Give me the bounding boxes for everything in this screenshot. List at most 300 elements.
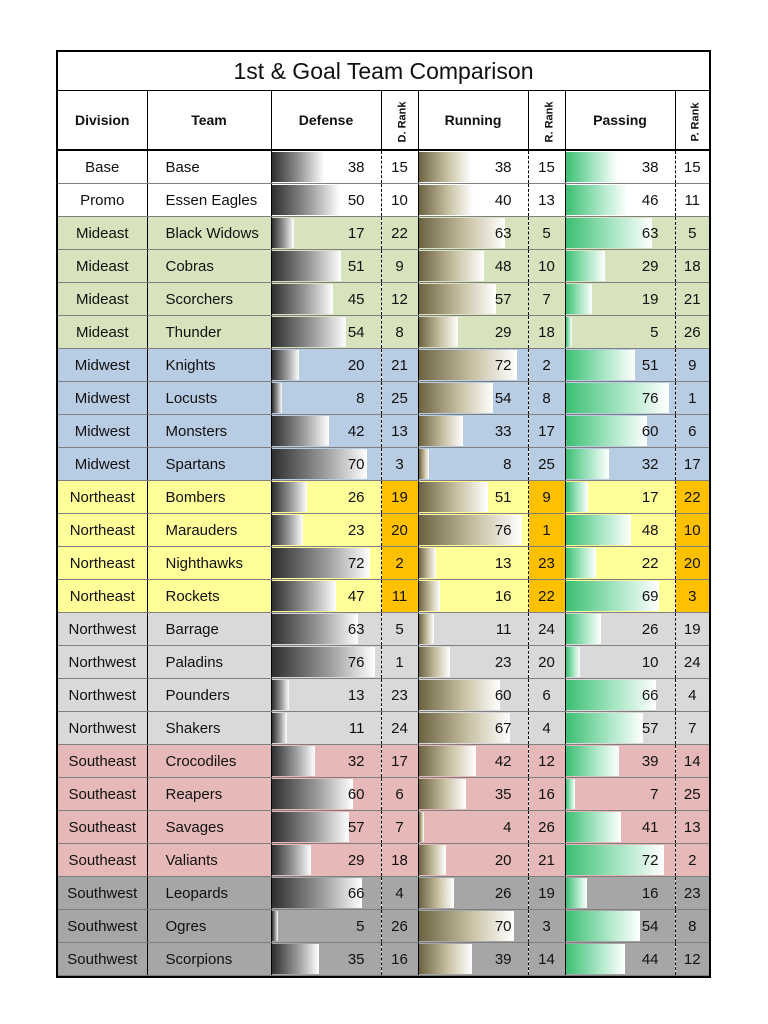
running-value: 67 [494,719,512,737]
defense-cell [271,778,381,811]
running-cell [418,613,528,646]
division-cell: Midwest [58,448,147,481]
division-cell: Northeast [58,514,147,547]
running-rank-cell: 24 [528,613,565,646]
table-row [58,679,709,712]
defense-value: 47 [347,587,365,605]
running-rank-cell: 9 [528,481,565,514]
running-rank-cell: 3 [528,910,565,943]
running-cell [418,184,528,217]
defense-cell [271,811,381,844]
passing-value: 66 [641,686,659,704]
defense-cell [271,250,381,283]
passing-bar [566,482,589,512]
passing-cell [565,547,675,580]
running-value: 16 [494,587,512,605]
running-value: 20 [494,851,512,869]
running-value: 13 [494,554,512,572]
running-value: 38 [494,158,512,176]
running-value: 51 [494,488,512,506]
passing-cell [565,844,675,877]
table-row [58,844,709,877]
header-division: Division [58,91,147,150]
division-cell: Southeast [58,745,147,778]
defense-value: 26 [347,488,365,506]
header-team: Team [147,91,271,150]
passing-value: 38 [641,158,659,176]
passing-bar [566,317,573,347]
running-bar [419,581,441,611]
defense-rank-cell: 20 [381,514,418,547]
team-cell: Reapers [147,778,271,811]
running-bar [419,383,493,413]
table-row [58,250,709,283]
division-cell: Midwest [58,415,147,448]
passing-rank-cell: 23 [675,877,709,910]
table-row [58,184,709,217]
team-cell: Barrage [147,613,271,646]
passing-cell [565,184,675,217]
team-cell: Spartans [147,448,271,481]
table-row [58,613,709,646]
running-value: 57 [494,290,512,308]
running-cell [418,514,528,547]
defense-bar [272,581,336,611]
running-cell [418,646,528,679]
running-value: 29 [494,323,512,341]
passing-bar [566,548,597,578]
running-bar [419,779,467,809]
running-cell [418,712,528,745]
running-bar [419,482,489,512]
division-cell: Midwest [58,382,147,415]
defense-cell [271,184,381,217]
passing-rank-cell: 4 [675,679,709,712]
running-value: 8 [503,455,512,473]
passing-value: 54 [641,917,659,935]
defense-bar [272,779,354,809]
team-cell: Knights [147,349,271,382]
passing-bar [566,185,628,215]
division-cell: Midwest [58,349,147,382]
defense-cell [271,910,381,943]
passing-value: 7 [650,785,659,803]
running-bar [419,878,455,908]
running-bar [419,284,496,314]
passing-cell [565,646,675,679]
defense-cell [271,547,381,580]
header-defense: Defense [271,91,381,150]
passing-bar [566,911,640,941]
defense-bar [272,944,320,974]
running-bar [419,812,424,842]
running-bar [419,317,458,347]
running-rank-cell: 1 [528,514,565,547]
team-cell: Scorchers [147,283,271,316]
table-row [58,481,709,514]
defense-cell [271,679,381,712]
running-bar [419,944,472,974]
table-row [58,580,709,613]
running-rank-cell: 18 [528,316,565,349]
division-cell: Base [58,150,147,184]
defense-cell [271,217,381,250]
defense-rank-cell: 16 [381,943,418,976]
passing-bar [566,812,622,842]
team-cell: Base [147,150,271,184]
passing-cell [565,778,675,811]
passing-value: 10 [641,653,659,671]
running-bar [419,614,434,644]
defense-value: 5 [356,917,365,935]
defense-value: 57 [347,818,365,836]
running-cell [418,580,528,613]
defense-value: 70 [347,455,365,473]
defense-rank-cell: 26 [381,910,418,943]
running-value: 70 [494,917,512,935]
passing-value: 26 [641,620,659,638]
passing-bar [566,614,602,644]
passing-rank-cell: 26 [675,316,709,349]
defense-bar [272,713,287,743]
division-cell: Northwest [58,679,147,712]
header-defense-rank-label: D. Rank [395,101,408,143]
running-rank-cell: 2 [528,349,565,382]
running-value: 40 [494,191,512,209]
table-row [58,415,709,448]
header-running-rank-label: R. Rank [542,101,555,143]
team-cell: Cobras [147,250,271,283]
running-bar [419,746,477,776]
passing-value: 22 [641,554,659,572]
defense-cell [271,283,381,316]
defense-bar [272,152,324,182]
running-bar [419,251,484,281]
defense-cell [271,943,381,976]
passing-value: 48 [641,521,659,539]
passing-value: 57 [641,719,659,737]
table-row [58,745,709,778]
passing-cell [565,250,675,283]
passing-bar [566,350,636,380]
defense-bar [272,251,342,281]
defense-value: 20 [347,356,365,374]
passing-cell [565,150,675,184]
passing-rank-cell: 21 [675,283,709,316]
running-rank-cell: 19 [528,877,565,910]
passing-cell [565,514,675,547]
passing-value: 63 [641,224,659,242]
running-cell [418,745,528,778]
defense-bar [272,218,295,248]
passing-cell [565,745,675,778]
division-cell: Northeast [58,481,147,514]
division-cell: Southwest [58,877,147,910]
passing-rank-cell: 11 [675,184,709,217]
passing-rank-cell: 15 [675,150,709,184]
defense-bar [272,515,304,545]
running-bar [419,845,446,875]
running-rank-cell: 6 [528,679,565,712]
division-cell: Promo [58,184,147,217]
running-cell [418,316,528,349]
running-bar [419,449,430,479]
running-rank-cell: 4 [528,712,565,745]
passing-rank-cell: 13 [675,811,709,844]
division-cell: Northeast [58,547,147,580]
team-cell: Valiants [147,844,271,877]
table-row [58,910,709,943]
passing-value: 76 [641,389,659,407]
passing-bar [566,713,643,743]
running-cell [418,150,528,184]
defense-rank-cell: 11 [381,580,418,613]
running-value: 26 [494,884,512,902]
running-rank-cell: 25 [528,448,565,481]
passing-value: 46 [641,191,659,209]
team-cell: Essen Eagles [147,184,271,217]
running-cell [418,481,528,514]
defense-rank-cell: 18 [381,844,418,877]
table-row [58,382,709,415]
defense-rank-cell: 1 [381,646,418,679]
defense-rank-cell: 8 [381,316,418,349]
division-cell: Mideast [58,283,147,316]
defense-rank-cell: 6 [381,778,418,811]
table-row [58,547,709,580]
table-row [58,316,709,349]
passing-value: 69 [641,587,659,605]
passing-cell [565,448,675,481]
defense-cell [271,316,381,349]
defense-rank-cell: 21 [381,349,418,382]
passing-bar [566,944,626,974]
running-cell [418,811,528,844]
team-cell: Black Widows [147,217,271,250]
defense-value: 54 [347,323,365,341]
passing-cell [565,283,675,316]
defense-value: 63 [347,620,365,638]
header-passing-rank-label: P. Rank [688,102,701,142]
passing-rank-cell: 1 [675,382,709,415]
passing-rank-cell: 25 [675,778,709,811]
table-row [58,646,709,679]
division-cell: Northeast [58,580,147,613]
defense-cell [271,844,381,877]
team-cell: Locusts [147,382,271,415]
running-cell [418,217,528,250]
running-cell [418,778,528,811]
defense-rank-cell: 23 [381,679,418,712]
running-cell [418,448,528,481]
defense-bar [272,317,346,347]
table-row [58,514,709,547]
running-rank-cell: 22 [528,580,565,613]
passing-bar [566,647,580,677]
defense-cell [271,448,381,481]
defense-bar [272,911,279,941]
defense-cell [271,514,381,547]
defense-value: 23 [347,521,365,539]
passing-rank-cell: 20 [675,547,709,580]
defense-rank-cell: 2 [381,547,418,580]
running-bar [419,218,505,248]
running-cell [418,910,528,943]
team-cell: Leopards [147,877,271,910]
running-value: 39 [494,950,512,968]
chart-title: 1st & Goal Team Comparison [58,52,709,91]
passing-bar [566,152,618,182]
passing-rank-cell: 19 [675,613,709,646]
defense-rank-cell: 10 [381,184,418,217]
running-value: 4 [503,818,512,836]
defense-cell [271,580,381,613]
header-defense-rank [381,91,418,150]
passing-value: 41 [641,818,659,836]
team-cell: Nighthawks [147,547,271,580]
defense-cell [271,382,381,415]
division-cell: Southeast [58,778,147,811]
defense-cell [271,877,381,910]
running-cell [418,250,528,283]
running-cell [418,679,528,712]
running-bar [419,152,471,182]
passing-cell [565,877,675,910]
running-value: 76 [494,521,512,539]
defense-value: 42 [347,422,365,440]
division-cell: Northwest [58,646,147,679]
running-cell [418,382,528,415]
team-cell: Crocodiles [147,745,271,778]
division-cell: Mideast [58,217,147,250]
defense-bar [272,614,358,644]
team-cell: Ogres [147,910,271,943]
passing-value: 72 [641,851,659,869]
passing-rank-cell: 6 [675,415,709,448]
passing-rank-cell: 7 [675,712,709,745]
running-bar [419,548,436,578]
defense-cell [271,745,381,778]
passing-rank-cell: 8 [675,910,709,943]
defense-cell [271,150,381,184]
defense-value: 35 [347,950,365,968]
header-running-rank [528,91,565,150]
defense-value: 72 [347,554,365,572]
passing-cell [565,316,675,349]
running-rank-cell: 13 [528,184,565,217]
defense-rank-cell: 25 [381,382,418,415]
division-cell: Mideast [58,250,147,283]
defense-rank-cell: 17 [381,745,418,778]
running-rank-cell: 7 [528,283,565,316]
defense-value: 32 [347,752,365,770]
passing-rank-cell: 9 [675,349,709,382]
running-value: 35 [494,785,512,803]
passing-cell [565,349,675,382]
team-cell: Rockets [147,580,271,613]
passing-value: 5 [650,323,659,341]
team-cell: Scorpions [147,943,271,976]
running-value: 48 [494,257,512,275]
passing-bar [566,746,619,776]
defense-bar [272,812,349,842]
passing-bar [566,251,605,281]
table-row [58,448,709,481]
defense-bar [272,680,289,710]
defense-rank-cell: 19 [381,481,418,514]
defense-value: 29 [347,851,365,869]
passing-value: 19 [641,290,659,308]
defense-cell [271,712,381,745]
passing-value: 51 [641,356,659,374]
passing-value: 29 [641,257,659,275]
running-rank-cell: 5 [528,217,565,250]
running-cell [418,349,528,382]
defense-rank-cell: 12 [381,283,418,316]
passing-bar [566,416,648,446]
defense-value: 45 [347,290,365,308]
passing-rank-cell: 24 [675,646,709,679]
passing-cell [565,712,675,745]
passing-rank-cell: 14 [675,745,709,778]
passing-bar [566,218,652,248]
passing-cell [565,382,675,415]
running-value: 33 [494,422,512,440]
table-row [58,811,709,844]
defense-bar [272,845,311,875]
passing-rank-cell: 12 [675,943,709,976]
running-rank-cell: 26 [528,811,565,844]
defense-value: 50 [347,191,365,209]
running-rank-cell: 21 [528,844,565,877]
division-cell: Northwest [58,712,147,745]
defense-bar [272,383,283,413]
passing-cell [565,481,675,514]
defense-value: 8 [356,389,365,407]
passing-value: 60 [641,422,659,440]
team-cell: Paladins [147,646,271,679]
defense-rank-cell: 4 [381,877,418,910]
running-cell [418,877,528,910]
defense-bar [272,746,316,776]
passing-value: 39 [641,752,659,770]
table-row [58,712,709,745]
passing-value: 44 [641,950,659,968]
table-row [58,150,709,184]
passing-rank-cell: 18 [675,250,709,283]
passing-cell [565,943,675,976]
passing-cell [565,217,675,250]
running-cell [418,943,528,976]
passing-cell [565,679,675,712]
running-value: 63 [494,224,512,242]
running-rank-cell: 23 [528,547,565,580]
defense-value: 76 [347,653,365,671]
header-row [58,91,709,150]
comparison-sheet [56,50,711,978]
running-rank-cell: 17 [528,415,565,448]
running-rank-cell: 10 [528,250,565,283]
table-row [58,877,709,910]
passing-rank-cell: 3 [675,580,709,613]
running-rank-cell: 8 [528,382,565,415]
passing-cell [565,613,675,646]
defense-bar [272,482,308,512]
defense-value: 11 [348,719,365,737]
running-cell [418,547,528,580]
team-cell: Bombers [147,481,271,514]
passing-rank-cell: 22 [675,481,709,514]
